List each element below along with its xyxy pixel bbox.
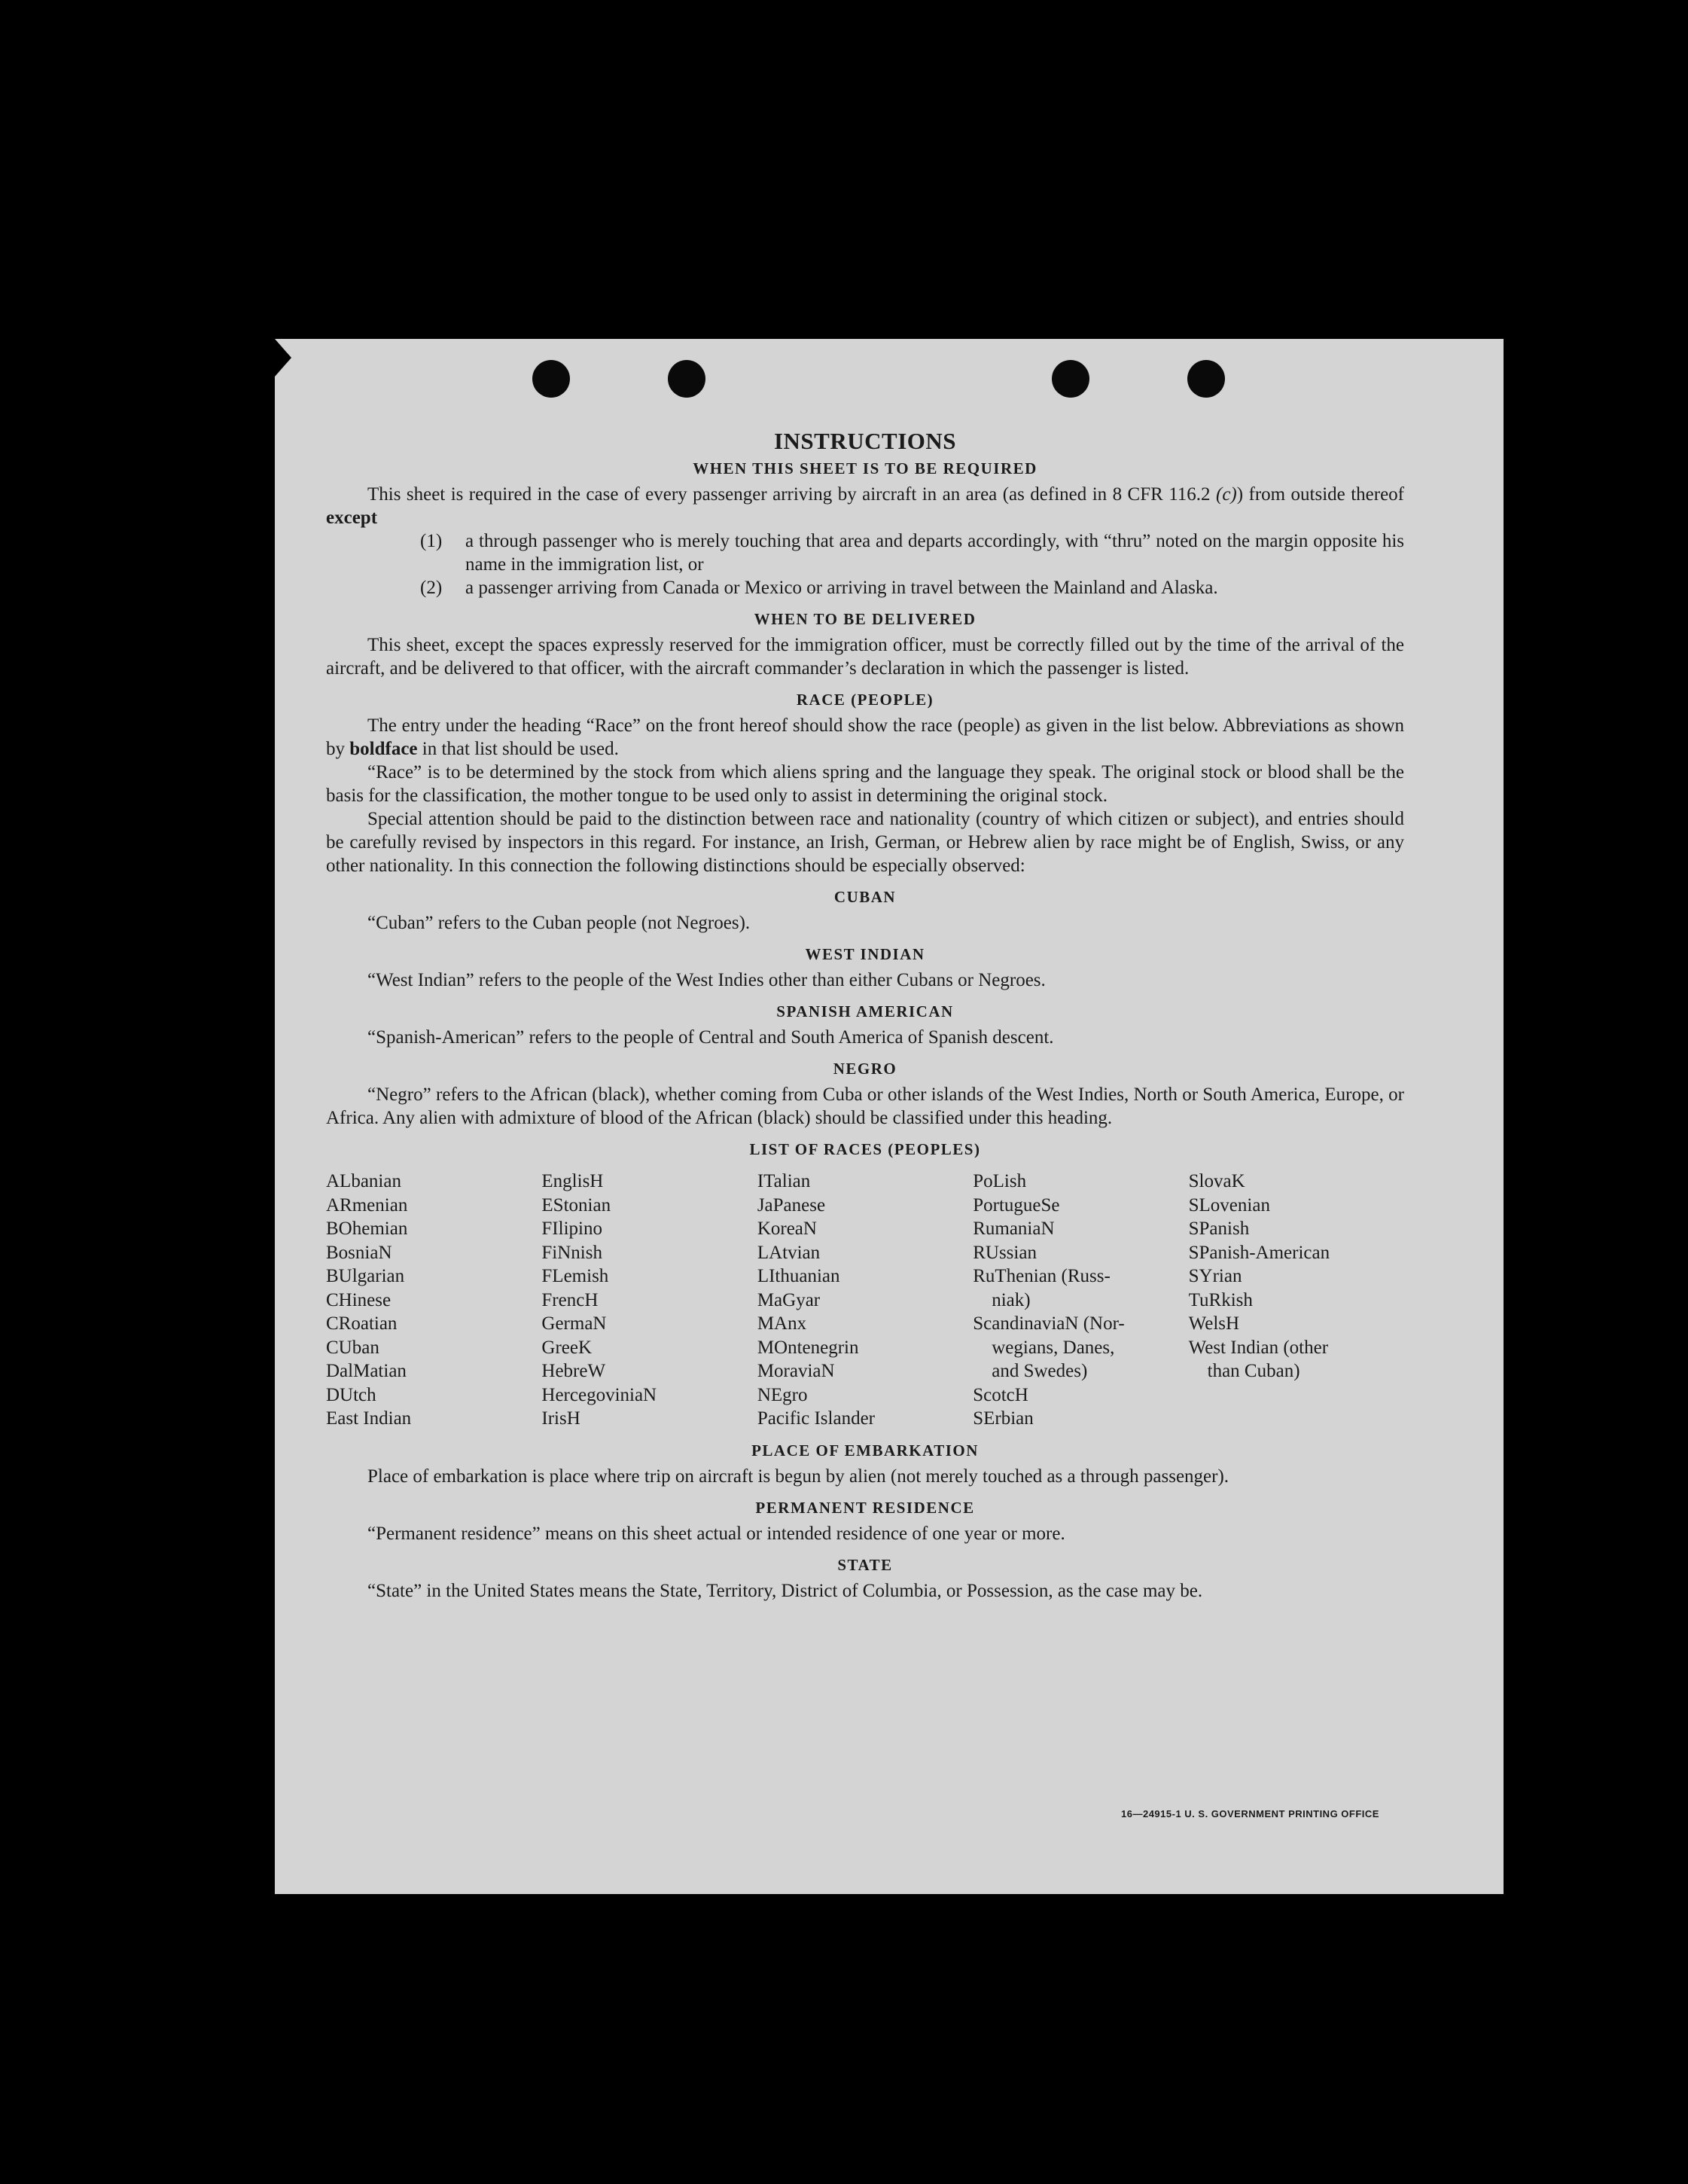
races-column	[1189, 1170, 1404, 1431]
race-entry: IrisH	[541, 1408, 580, 1429]
races-column	[326, 1170, 541, 1431]
races-column	[757, 1170, 973, 1431]
race-entry: TuRkish	[1188, 1289, 1253, 1310]
race-paragraph: The entry under the heading “Race” on the front hereof should show the race (people) as given in the list below. Abbreviations as shown by boldface in that list should be used.	[326, 715, 1404, 759]
race-entry: NEgro	[757, 1384, 808, 1405]
races-list	[326, 1170, 1404, 1431]
races-column	[973, 1170, 1188, 1431]
race-entry: ARmenian	[326, 1194, 408, 1216]
race-entry: RumaniaN	[973, 1219, 1055, 1239]
race-entry: LAtvian	[757, 1242, 821, 1263]
race-entry: BOhemian	[326, 1219, 408, 1239]
instructions-content	[326, 428, 1404, 1603]
race-entry: ScotcH	[973, 1384, 1028, 1405]
race-entry: GreeK	[541, 1337, 593, 1358]
race-entry: and Swedes)	[973, 1361, 1088, 1381]
printing-office-code: 16—24915-1 U. S. GOVERNMENT PRINTING OFFICE	[1121, 1808, 1379, 1819]
race-entry: East Indian	[326, 1408, 412, 1429]
required-intro: This sheet is required in the case of every passenger arriving by aircraft in an area (as defined in 8 CFR 116.2 (c)) from outside thereof except	[326, 484, 1405, 528]
document-sheet	[275, 339, 1504, 1894]
section-heading-races-list: LIST OF RACES (PEOPLES)	[749, 1140, 981, 1158]
race-entry: CHinese	[326, 1289, 392, 1310]
race-entry: MaGyar	[757, 1289, 821, 1310]
corner-notch	[275, 339, 291, 377]
section-heading-cuban: CUBAN	[833, 888, 897, 906]
state-text: “State” in the United States means the State, Territory, District of Columbia, or Possession, as the case may be.	[367, 1580, 1203, 1601]
section-heading-delivered: WHEN TO BE DELIVERED	[754, 610, 977, 628]
race-entry: BUlgarian	[326, 1266, 405, 1286]
race-entry: PortugueSe	[973, 1194, 1060, 1216]
section-heading-state: STATE	[837, 1555, 893, 1574]
west-indian-text: “West Indian” refers to the people of the West Indies other than either Cubans or Negroes.	[367, 970, 1046, 990]
race-entry: FrencH	[541, 1289, 599, 1310]
race-entry: FIlipino	[541, 1219, 602, 1239]
races-column	[541, 1170, 757, 1431]
race-entry: ScandinaviaN (Nor-	[973, 1313, 1125, 1334]
embarkation-text: Place of embarkation is place where trip on aircraft is begun by alien (not merely touched as a through passenger).	[367, 1466, 1229, 1487]
spanish-american-text: “Spanish-American” refers to the people of Central and South America of Spanish descent.	[367, 1027, 1054, 1048]
race-entry: ALbanian	[326, 1171, 401, 1191]
race-entry: CUban	[326, 1337, 379, 1358]
negro-text: “Negro” refers to the African (black), whether coming from Cuba or other islands of the West Indies, North or South America, Europe, or Africa. Any alien with admixture of blood of the African (black) should be classified under this heading.	[326, 1084, 1404, 1128]
race-entry: SPanish-American	[1188, 1242, 1330, 1263]
race-paragraph: “Race” is to be determined by the stock from which aliens spring and the language they speak. The original stock or blood shall be the basis for the classification, the mother tongue to be used only to assist in determining the original stock.	[326, 762, 1404, 806]
delivered-text: This sheet, except the spaces expressly reserved for the immigration officer, must be correctly filled out by the time of the arrival of the aircraft, and be delivered to that officer, with the aircraft commander’s declaration in which the passenger is listed.	[326, 635, 1404, 679]
section-heading-residence: PERMANENT RESIDENCE	[755, 1498, 975, 1517]
race-entry: EnglisH	[541, 1171, 604, 1191]
race-entry: LIthuanian	[757, 1266, 840, 1286]
race-paragraph: Special attention should be paid to the distinction between race and nationality (country of which citizen or subject), and entries should be carefully revised by inspectors in this regard. For instance, an Irish, German, or Hebrew alien by race might be of English, Swiss, or any other nationality. In this connection the following distinctions should be especially observed:	[326, 809, 1404, 876]
race-entry: niak)	[973, 1289, 1031, 1310]
exception-item: (1) a through passenger who is merely touching that area and departs accordingly, with “thru” noted on the margin opposite his name in the immigration list, or	[420, 531, 1404, 575]
section-heading-spanish-american: SPANISH AMERICAN	[776, 1002, 954, 1020]
race-entry: MOntenegrin	[757, 1337, 859, 1358]
race-entry: DUtch	[326, 1384, 376, 1405]
race-entry: KoreaN	[757, 1219, 817, 1239]
race-entry: CRoatian	[326, 1313, 398, 1334]
race-entry: JaPanese	[757, 1194, 826, 1216]
race-entry: MoraviaN	[757, 1361, 835, 1381]
punch-hole	[1052, 360, 1089, 398]
race-entry: RuThenian (Russ-	[973, 1266, 1111, 1286]
section-heading-required: WHEN THIS SHEET IS TO BE REQUIRED	[693, 459, 1037, 477]
race-entry: ITalian	[757, 1171, 811, 1191]
race-entry: SYrian	[1188, 1266, 1242, 1286]
cuban-text: “Cuban” refers to the Cuban people (not Negroes).	[367, 913, 751, 933]
page-title: INSTRUCTIONS	[773, 428, 956, 454]
race-entry: EStonian	[541, 1194, 611, 1216]
race-entry: DalMatian	[326, 1361, 407, 1381]
race-entry: GermaN	[541, 1313, 607, 1334]
race-entry: West Indian (other	[1188, 1337, 1329, 1358]
section-heading-west-indian: WEST INDIAN	[805, 945, 925, 963]
race-entry: Pacific Islander	[757, 1408, 875, 1429]
section-heading-embarkation: PLACE OF EMBARKATION	[751, 1441, 979, 1460]
punch-hole	[1187, 360, 1225, 398]
race-entry: MAnx	[757, 1313, 807, 1334]
race-entry: than Cuban)	[1188, 1361, 1300, 1381]
race-entry: PoLish	[973, 1171, 1027, 1191]
race-entry: HercegoviniaN	[541, 1384, 657, 1405]
residence-text: “Permanent residence” means on this sheet actual or intended residence of one year or more.	[367, 1523, 1065, 1544]
race-entry: SPanish	[1188, 1219, 1250, 1239]
punch-hole	[668, 360, 705, 398]
exception-item: (2) a passenger arriving from Canada or Mexico or arriving in travel between the Mainland and Alaska.	[420, 578, 1218, 598]
race-entry: WelsH	[1188, 1313, 1240, 1334]
section-heading-negro: NEGRO	[833, 1060, 897, 1078]
race-entry: HebreW	[541, 1361, 606, 1381]
punch-hole	[532, 360, 570, 398]
race-entry: FiNnish	[541, 1242, 602, 1263]
section-heading-race: RACE (PEOPLE)	[796, 691, 934, 709]
race-entry: BosniaN	[326, 1242, 392, 1263]
race-entry: SErbian	[973, 1408, 1034, 1429]
race-entry: RUssian	[973, 1242, 1037, 1263]
race-entry: SlovaK	[1188, 1171, 1245, 1191]
race-entry: FLemish	[541, 1266, 609, 1286]
race-entry: wegians, Danes,	[973, 1337, 1115, 1358]
race-entry: SLovenian	[1188, 1194, 1270, 1216]
